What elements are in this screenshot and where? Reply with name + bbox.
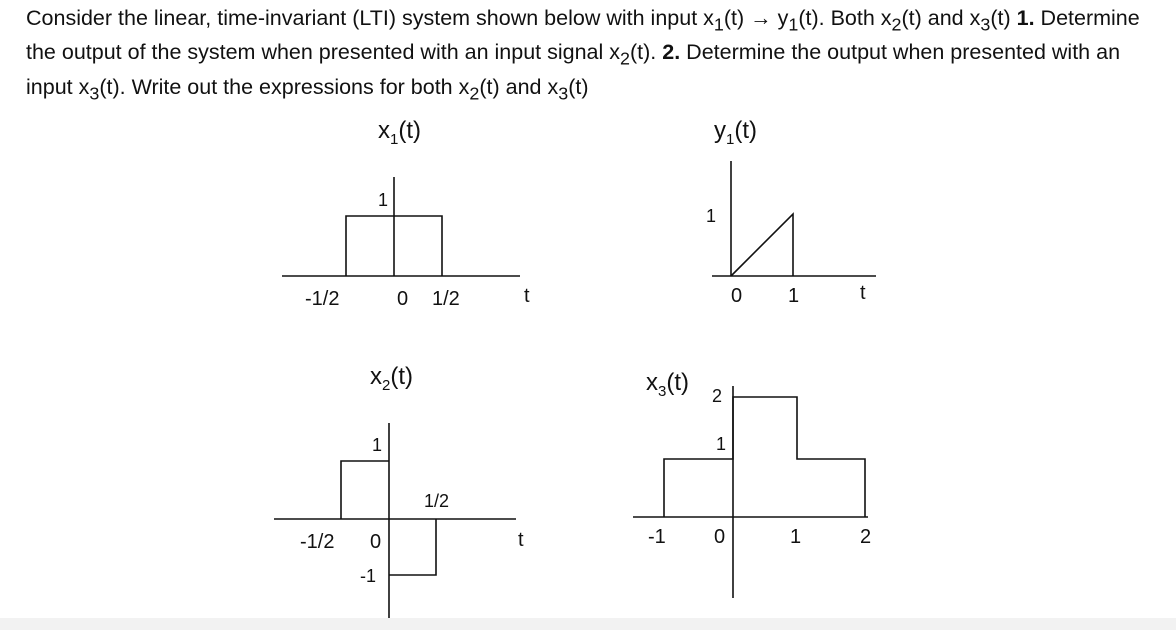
problem-text: Determine the output when presented with an input x <box>26 40 1121 99</box>
plot-x2-tick-neg-half: -1/2 <box>300 531 335 553</box>
plot-x2 <box>274 363 524 618</box>
subscript: 3 <box>980 14 991 35</box>
problem-text: (t). Both x <box>798 6 892 30</box>
plot-x2-t-label: t <box>518 529 524 551</box>
question-number-2: 2. <box>662 40 681 65</box>
plot-x2-tick-zero: 0 <box>370 531 382 553</box>
subscript: 2 <box>891 14 902 35</box>
plot-y1-ramp <box>731 214 793 276</box>
plot-x1-tick-half: 1/2 <box>432 288 460 310</box>
problem-text: (t) and x <box>479 74 559 99</box>
plot-x3-tick-one: 1 <box>790 526 802 548</box>
page-footer-band <box>0 618 1176 630</box>
problem-text: (t) <box>568 74 589 99</box>
subscript: 2 <box>469 82 480 103</box>
subscript: 1 <box>713 14 724 35</box>
problem-text: (t). Write out the expressions for both x <box>99 74 470 99</box>
subscript: 3 <box>89 82 100 103</box>
plot-x2-half-label: 1/2 <box>424 491 450 511</box>
plot-x3-amp-two-label: 2 <box>712 386 723 406</box>
plot-x1-amp-label: 1 <box>378 190 389 210</box>
plot-y1-tick-zero: 0 <box>731 285 743 307</box>
plot-x2-positive-pulse <box>341 461 389 519</box>
plot-x1-title: $x_1(t)$ <box>378 117 421 148</box>
problem-text: (t) → y <box>723 6 789 30</box>
subscript: 3 <box>558 82 569 103</box>
problem-text: (t) <box>990 6 1011 30</box>
plot-x3-amp-one-label: 1 <box>716 434 727 454</box>
problem-text: Consider the linear, time-invariant (LTI) system shown below with input x <box>26 6 714 30</box>
plot-x1-tick-zero: 0 <box>397 288 409 310</box>
plot-x3-tick-zero: 0 <box>714 526 726 548</box>
subscript: 1 <box>788 14 799 35</box>
problem-text: Determine the output of the system when presented with an input signal x <box>26 6 1140 65</box>
plot-y1-amp-label: 1 <box>706 206 717 226</box>
problem-text: (t). <box>629 40 657 65</box>
plot-x2-title: $x_2(t)$ <box>370 363 413 394</box>
plot-x3-tick-neg-one: -1 <box>648 526 666 548</box>
plot-x2-negative-pulse <box>389 519 436 575</box>
plot-x3-staircase-pulse <box>664 397 865 517</box>
plot-y1-tick-one: 1 <box>788 285 800 307</box>
plot-y1 <box>706 117 876 307</box>
problem-text: (t) and x <box>901 6 981 30</box>
plot-x2-amp-pos-label: 1 <box>372 435 383 455</box>
subscript: 2 <box>620 48 630 69</box>
plot-x1 <box>282 117 530 310</box>
plot-x3 <box>633 369 871 598</box>
question-number-1: 1. <box>1016 6 1035 30</box>
plot-y1-t-label: t <box>860 282 866 304</box>
plot-y1-title: $y_1(t)$ <box>714 117 757 148</box>
plot-x2-amp-neg-label: -1 <box>360 566 377 586</box>
plot-x3-title: $x_3(t)$ <box>646 369 689 400</box>
plot-x3-tick-two: 2 <box>860 526 872 548</box>
plot-x1-t-label: t <box>524 285 530 307</box>
plot-x1-tick-neg-half: -1/2 <box>305 288 340 310</box>
